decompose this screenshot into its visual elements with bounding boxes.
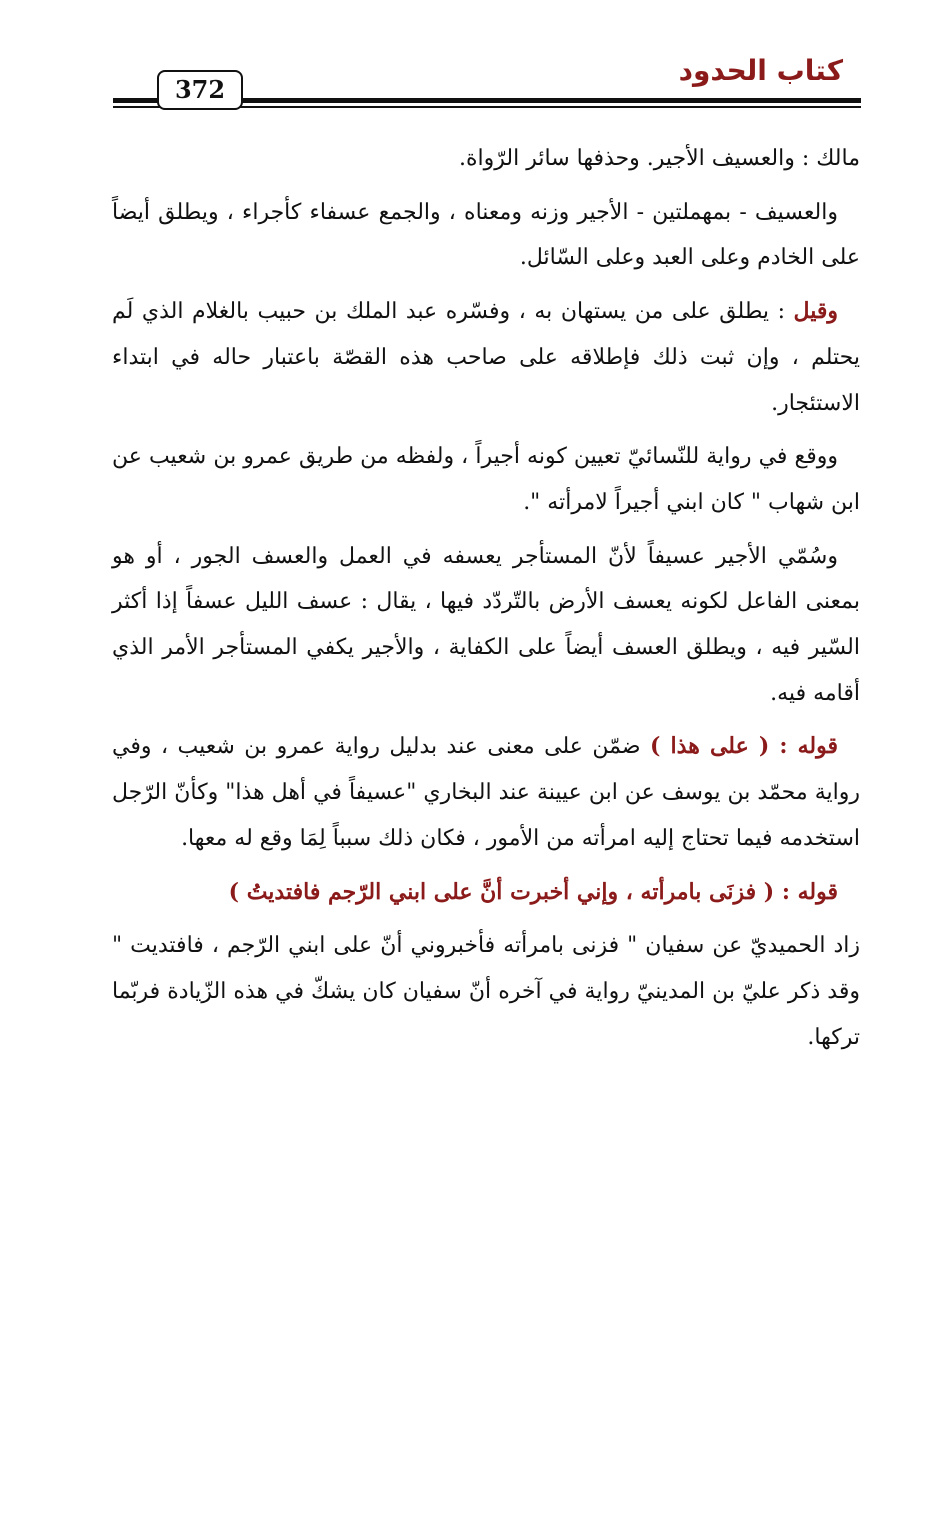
paragraph-text: زاد الحميديّ عن سفيان " فزنى بامرأته فأخبروني أنّ على ابني الرّجم ، فافتديت " وقد ذكر عليّ بن المدينيّ رواية في آخره أنّ سفيان كان يشكّ في هذه الزّيادة فربّما تركها. [112, 933, 860, 1050]
paragraph-7 [112, 870, 860, 916]
paragraph-lead: قوله : ( على هذا ) [650, 733, 839, 760]
paragraph-2 [112, 190, 860, 281]
paragraph-text: : يطلق على من يستهان به ، وفسّره عبد الملك بن حبيب بالغلام الذي لَم يحتلم ، وإن ثبت ذلك فإطلاقه على صاحب هذه القصّة باعتبار حاله في ابتداء الاستئجار. [112, 299, 860, 416]
book-title: كتاب الحدود [678, 54, 843, 87]
paragraph-lead: قوله : ( فزنَى بامرأته ، وإني أخبرت أنَّ على ابني الرّجم فافتديتُ ) [228, 878, 838, 905]
paragraph-8 [112, 923, 860, 1060]
paragraph-text: وسُمّي الأجير عسيفاً لأنّ المستأجر يعسفه في العمل والعسف الجور ، أو هو بمعنى الفاعل لكونه يعسف الأرض بالتّردّد فيها ، يقال : عسف الليل عسفاً إذا أكثر السّير فيه ، ويطلق العسف أيضاً على الكفاية ، والأجير يكفي المستأجر الأمر الذي أقامه فيه. [112, 543, 860, 706]
paragraph-6 [112, 724, 860, 861]
page-body [112, 136, 860, 1068]
paragraph-1 [112, 136, 860, 182]
paragraph-lead: وقيل [793, 298, 838, 325]
paragraph-text: ضمّن على معنى عند بدليل رواية عمرو بن شعيب ، وفي رواية محمّد بن يوسف عن ابن عيينة عند البخاري "عسيفاً في أهل هذا" وكأنّ الرّجل استخدمه فيما تحتاج إليه امرأته من الأمور ، فكان ذلك سبباً لِمَا وقع له معها. [112, 734, 860, 851]
paragraph-5 [112, 534, 860, 717]
paragraph-text: والعسيف - بمهملتين - الأجير وزنه ومعناه ، والجمع عسفاء كأجراء ، ويطلق أيضاً على الخادم وعلى العبد وعلى السّائل. [112, 199, 860, 271]
page-number: 372 [157, 70, 243, 110]
paragraph-4 [112, 434, 860, 525]
paragraph-3 [112, 289, 860, 426]
paragraph-text: مالك : والعسيف الأجير. وحذفها سائر الرّواة. [459, 146, 860, 171]
paragraph-text: ووقع في رواية للنّسائيّ تعيين كونه أجيراً ، ولفظه من طريق عمرو بن شعيب عن ابن شهاب " كان ابني أجيراً لامرأته ". [112, 444, 860, 515]
page-header [0, 0, 945, 120]
